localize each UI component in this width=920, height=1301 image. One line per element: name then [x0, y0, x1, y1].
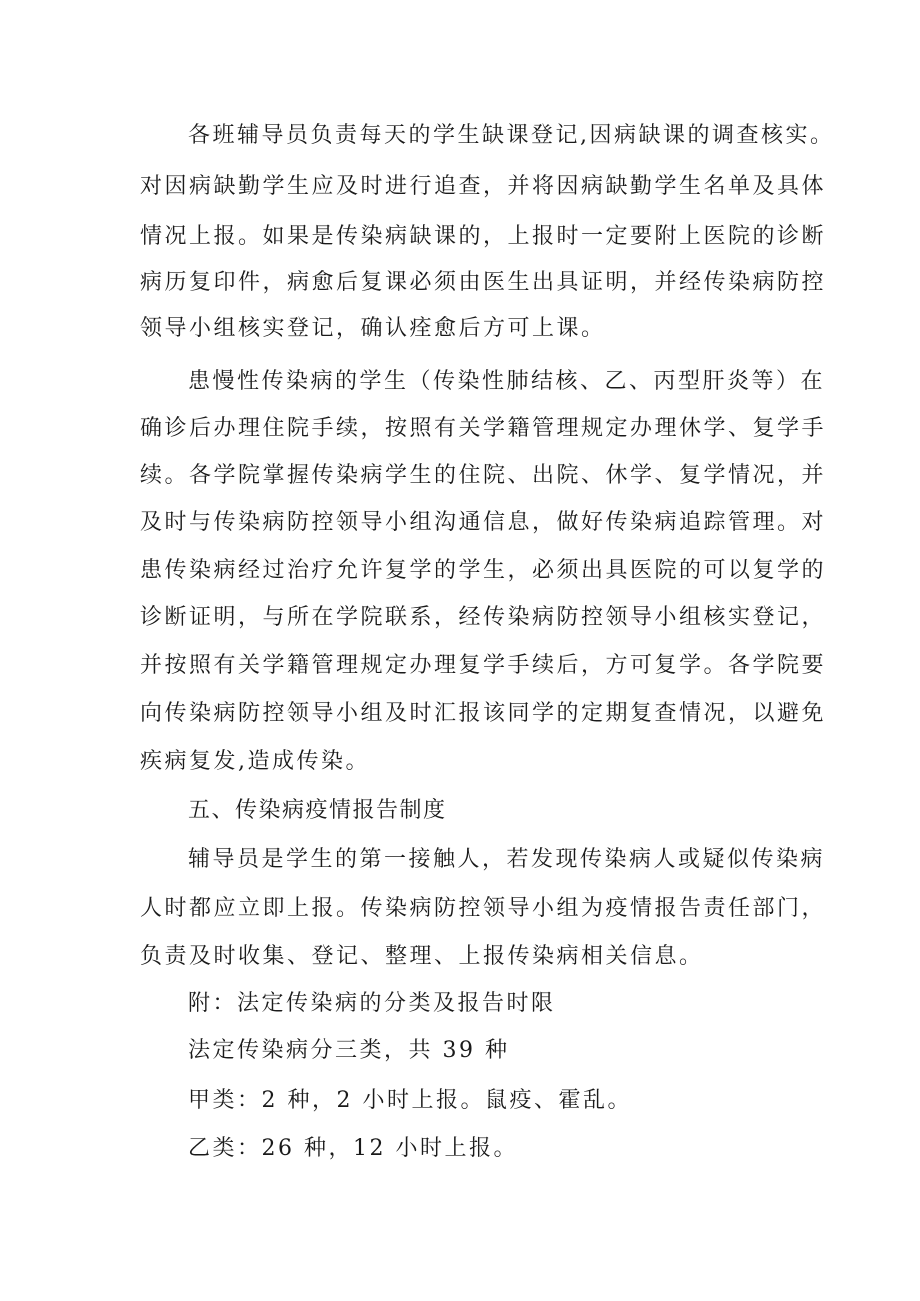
paragraph-line: 疾病复发,造成传染。 [140, 749, 370, 774]
paragraph-line: 及时与传染病防控领导小组沟通信息，做好传染病追踪管理。对 [140, 510, 827, 535]
appendix-class-a: 甲类：2 种，2 小时上报。鼠疫、霍乱。 [188, 1088, 632, 1113]
paragraph-line: 诊断证明，与所在学院联系，经传染病防控领导小组核实登记， [140, 605, 827, 630]
paragraph-line: 患慢性传染病的学生（传染性肺结核、乙、丙型肝炎等）在 [188, 369, 826, 394]
paragraph-line: 续。各学院掌握传染病学生的住院、出院、休学、复学情况，并 [140, 463, 827, 488]
paragraph-line: 对因病缺勤学生应及时进行追查，并将因病缺勤学生名单及具体 [140, 174, 827, 199]
paragraph-line: 各班辅导员负责每天的学生缺课登记,因病缺课的调查核实。 [188, 123, 835, 148]
appendix-class-b: 乙类：26 种，12 小时上报。 [188, 1136, 518, 1161]
paragraph-line: 病历复印件，病愈后复课必须由医生出具证明，并经传染病防控 [140, 270, 827, 295]
paragraph-line: 确诊后办理住院手续，按照有关学籍管理规定办理休学、复学手 [140, 416, 827, 441]
paragraph-line: 并按照有关学籍管理规定办理复学手续后，方可复学。各学院要 [140, 653, 827, 678]
section-heading: 五、传染病疫情报告制度 [188, 798, 447, 823]
paragraph-line: 情况上报。如果是传染病缺课的，上报时一定要附上医院的诊断 [140, 224, 827, 249]
paragraph-line: 向传染病防控领导小组及时汇报该同学的定期复查情况，以避免 [140, 701, 827, 726]
appendix-summary: 法定传染病分三类，共 39 种 [188, 1038, 510, 1063]
paragraph-line: 人时都应立即上报。传染病防控领导小组为疫情报告责任部门， [140, 896, 827, 921]
paragraph-line: 负责及时收集、登记、整理、上报传染病相关信息。 [140, 944, 704, 969]
paragraph-line: 辅导员是学生的第一接触人，若发现传染病人或疑似传染病 [188, 847, 826, 872]
paragraph-line: 领导小组核实登记，确认痊愈后方可上课。 [140, 316, 606, 341]
appendix-title: 附：法定传染病的分类及报告时限 [188, 991, 556, 1016]
paragraph-line: 患传染病经过治疗允许复学的学生，必须出具医院的可以复学的 [140, 558, 827, 583]
